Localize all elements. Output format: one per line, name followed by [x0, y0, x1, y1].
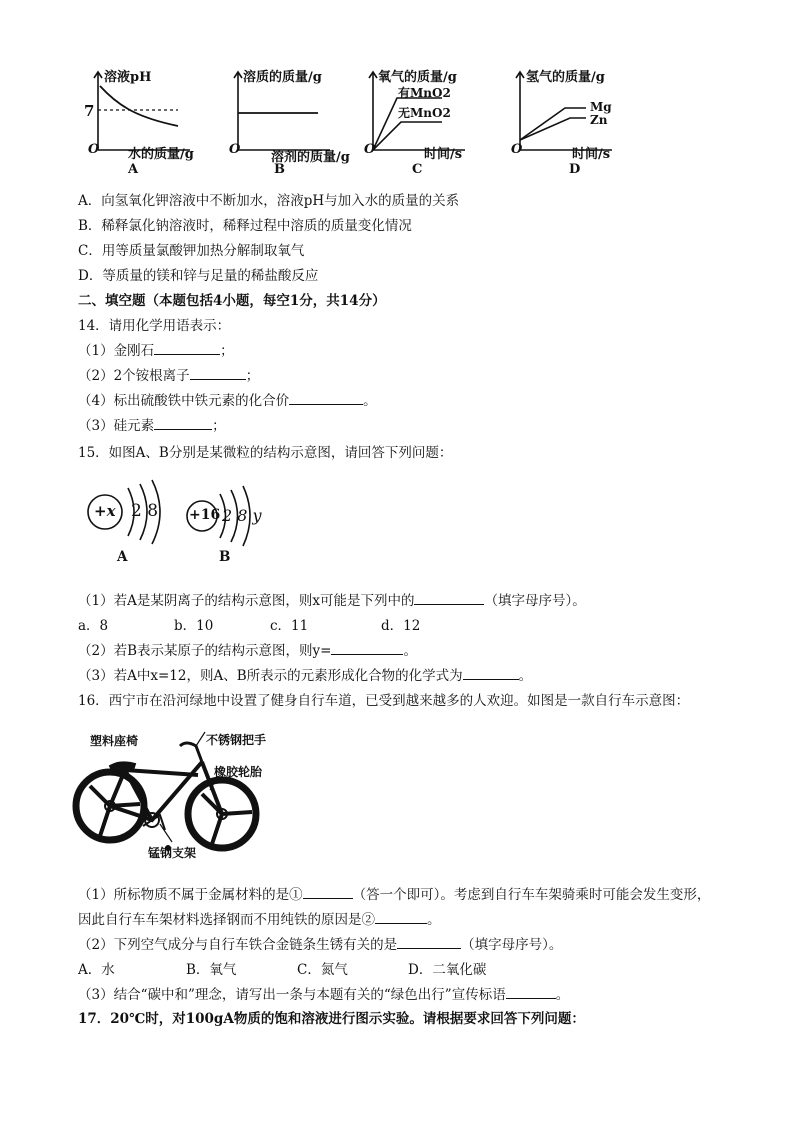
- atom-b-shells: 2 8 y: [222, 506, 262, 525]
- graph-a-letter: A: [128, 162, 139, 177]
- atom-b-label: B: [219, 549, 231, 565]
- graph-b-origin: O: [229, 142, 241, 157]
- q13-option-b: B．稀释氯化钠溶液时，稀释过程中溶质的质量变化情况: [78, 218, 412, 234]
- graph-c-origin: O: [364, 142, 376, 157]
- bike-label-tire: 橡胶轮胎: [214, 765, 263, 779]
- q15-choice-c: c．11: [270, 618, 309, 634]
- q16-sub3-end: 。: [555, 987, 570, 1003]
- q14-item-1-end: ；: [220, 343, 234, 359]
- q15-sub1-end: （填字母序号）。: [484, 593, 586, 609]
- q13-option-a: A．向氢氧化钾溶液中不断加水，溶液pH与加入水的质量的关系: [78, 193, 460, 209]
- bike-label-seat: 塑料座椅: [90, 734, 139, 748]
- q14-item-3-text: （4）标出硫酸铁中铁元素的化合价: [78, 393, 290, 409]
- section2-title: 二、填空题（本题包括4小题，每空1分，共14分）: [78, 293, 386, 309]
- q15-sub2-end: 。: [403, 643, 417, 659]
- q13-option-d: D．等质量的镁和锌与足量的稀盐酸反应: [78, 268, 319, 284]
- q15-choice-b: b．10: [174, 618, 214, 634]
- q16-sub2: [78, 933, 562, 953]
- graph-d-letter: D: [569, 162, 581, 177]
- q16-choice-c: C．氮气: [297, 962, 348, 978]
- graph-a-xlabel: 水的质量/g: [128, 147, 194, 162]
- graph-c-letter: C: [412, 162, 423, 177]
- graph-b-letter: B: [274, 162, 285, 177]
- q14-item-3-end: 。: [363, 393, 377, 409]
- graph-c-curve1-label: 有MnO2: [398, 86, 451, 100]
- q15-choice-d: d．12: [381, 618, 421, 634]
- q16-blank-3[interactable]: [397, 936, 461, 949]
- graph-c-xlabel: 时间/s: [424, 147, 463, 162]
- atom-a-nucleus-label: +x: [94, 502, 116, 520]
- q14-item-2: [78, 364, 259, 384]
- graph-c-curve2-label: 无MnO2: [398, 106, 451, 120]
- graph-d-zn-label: Zn: [590, 113, 608, 127]
- q16-blank-1[interactable]: [303, 886, 353, 899]
- q14-item-4-text: （3）硅元素: [78, 418, 155, 434]
- q16-choice-d: D．二氧化碳: [408, 962, 487, 978]
- q16-sub1a: [78, 883, 710, 903]
- graph-c-ylabel: 氧气的质量/g: [378, 70, 457, 85]
- graph-d-ylabel: 氢气的质量/g: [526, 70, 605, 85]
- q16-sub1a-end: （答一个即可）。考虑到自行车车架骑乘时可能会发生变形，: [352, 887, 711, 903]
- q14-item-1: [78, 339, 234, 359]
- q14-blank-4[interactable]: [154, 417, 212, 430]
- graph-a-origin: O: [88, 142, 100, 157]
- graph-a-curve: [100, 86, 178, 126]
- graph-d-xlabel: 时间/s: [572, 147, 611, 162]
- q16-sub2-end: （填字母序号）。: [461, 937, 563, 953]
- q16-sub1b-end: 。: [427, 912, 441, 928]
- bike-label-frame: 锰钢支架: [148, 846, 197, 860]
- q16-blank-2[interactable]: [375, 911, 427, 924]
- q16-sub1b: [78, 908, 441, 928]
- q14-item-4: [78, 414, 226, 434]
- q15-sub3-end: 。: [518, 668, 533, 684]
- q14-item-3: [78, 389, 377, 409]
- q16-sub1a-text: （1）所标物质不属于金属材料的是①: [78, 887, 303, 903]
- graph-d-origin: O: [511, 142, 523, 157]
- q15-blank-3[interactable]: [463, 667, 519, 680]
- graph-b-ylabel: 溶质的质量/g: [243, 70, 322, 85]
- q16-blank-4[interactable]: [506, 986, 556, 999]
- q14-item-1-text: （1）金刚石: [78, 343, 155, 359]
- q15-sub2: [78, 639, 417, 659]
- q15-sub3: [78, 664, 532, 684]
- q15-sub1-text: （1）若A是某阴离子的结构示意图，则x可能是下列中的: [78, 593, 415, 609]
- q14-blank-3[interactable]: [289, 392, 363, 405]
- graphs-row: [0, 0, 794, 185]
- bike-label-handle: 不锈钢把手: [206, 733, 267, 747]
- q17-stem: 17．20℃时，对100gA物质的饱和溶液进行图示实验。请根据要求回答下列问题：: [78, 1011, 585, 1027]
- graph-b-xlabel: 溶剂的质量/g: [271, 150, 350, 165]
- q16-sub3-text: （3）结合“碳中和”理念，请写出一条与本题有关的“绿色出行”宣传标语: [78, 987, 506, 1003]
- atom-a-shells: 2 8: [131, 501, 159, 521]
- q14-item-2-end: ；: [245, 368, 260, 384]
- q15-blank-1[interactable]: [414, 592, 484, 605]
- q15-sub1: [78, 589, 586, 609]
- q16-stem: 16．西宁市在沿河绿地中设置了健身自行车道，已受到越来越多的人欢迎。如图是一款自行车示意图：: [78, 693, 690, 709]
- q13-option-c: C．用等质量氯酸钾加热分解制取氧气: [78, 243, 305, 259]
- graph-d-zn: [520, 118, 586, 140]
- q16-sub3: [78, 983, 569, 1003]
- q15-blank-2[interactable]: [331, 642, 403, 655]
- atom-b-nucleus-label: +16: [189, 507, 221, 523]
- q16-sub1b-text: 因此自行车车架材料选择钢而不用纯铁的原因是②: [78, 912, 375, 928]
- q16-sub2-text: （2）下列空气成分与自行车铁合金链条生锈有关的是: [78, 937, 398, 953]
- q15-stem: 15．如图A、B分别是某微粒的结构示意图，请回答下列问题：: [78, 445, 453, 461]
- graph-d-mg-label: Mg: [590, 100, 612, 114]
- q14-blank-1[interactable]: [154, 342, 220, 355]
- bike-handlebar: [180, 743, 202, 762]
- q16-choice-a: A．水: [78, 962, 115, 978]
- q16-choice-b: B．氧气: [186, 962, 237, 978]
- q15-sub3-text: （3）若A中x=12，则A、B所表示的元素形成化合物的化学式为: [78, 668, 463, 684]
- q14-item-2-text: （2）2个铵根离子: [78, 368, 190, 384]
- q15-sub2-text: （2）若B表示某原子的结构示意图，则y=: [78, 643, 332, 659]
- atom-a-label: A: [117, 549, 128, 565]
- q14-stem: 14．请用化学用语表示：: [78, 318, 231, 334]
- graph-a-ylabel: 溶液pH: [104, 70, 152, 85]
- q15-choice-a: a．8: [78, 618, 109, 634]
- graph-a-tick-7: 7: [84, 102, 95, 120]
- q14-item-4-end: ；: [212, 418, 226, 434]
- q14-blank-2[interactable]: [190, 367, 246, 380]
